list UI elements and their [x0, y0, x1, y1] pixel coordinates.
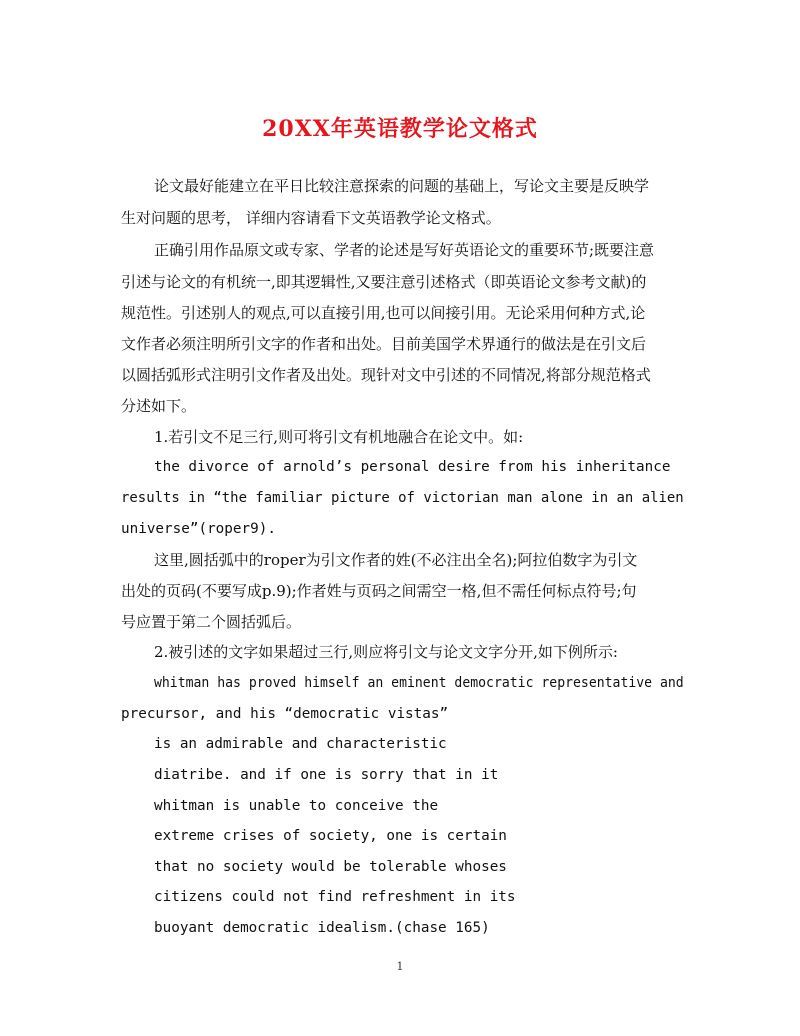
quote-line: results in “the familiar picture of victorian man alone in an alien: [121, 490, 684, 506]
paragraph-line: 以圆括弧形式注明引文作者及出处。现针对文中引述的不同情况,将部分规范格式: [121, 366, 651, 384]
paragraph-line: 正确引用作品原文或专家、学者的论述是写好英语论文的重要环节;既要注意: [154, 241, 655, 259]
block-quote-line: buoyant democratic idealism.(chase 165): [154, 920, 490, 936]
paragraph-line: 生对问题的思考， 详细内容请看下文英语教学论文格式。: [121, 209, 501, 227]
paragraph-line: 文作者必须注明所引文字的作者和出处。目前美国学术界通行的做法是在引文后: [121, 335, 647, 353]
quote-line: universe”(roper9).: [121, 521, 276, 537]
block-quote-line: citizens could not find refreshment in its: [154, 889, 516, 905]
paragraph-line: 这里,圆括弧中的roper为引文作者的姓(不必注出全名);阿拉伯数字为引文: [154, 551, 638, 569]
block-quote-line: extreme crises of society, one is certain: [154, 828, 507, 844]
paragraph-line: 引述与论文的有机统一,即其逻辑性,又要注意引述格式（即英语论文参考文献)的: [121, 273, 647, 291]
quote-line: precursor, and his “democratic vistas”: [121, 706, 449, 722]
paragraph-line: 1.若引文不足三行,则可将引文有机地融合在论文中。如:: [154, 428, 524, 446]
block-quote-line: is an admirable and characteristic: [154, 736, 447, 752]
document-title: 20XX年英语教学论文格式: [262, 116, 538, 142]
block-quote-line: whitman is unable to conceive the: [154, 798, 439, 814]
page-number: 1: [396, 960, 404, 973]
paragraph-line: 号应置于第二个圆括弧后。: [121, 613, 302, 631]
quote-line: the divorce of arnold’s personal desire from his inheritance: [154, 459, 671, 475]
quote-line: whitman has proved himself an eminent democratic representative and: [154, 675, 684, 691]
block-quote-line: diatribe. and if one is sorry that in it: [154, 767, 499, 783]
paragraph-line: 出处的页码(不要写成p.9);作者姓与页码之间需空一格,但不需任何标点符号;句: [121, 582, 637, 600]
paragraph-line: 论文最好能建立在平日比较注意探索的问题的基础上，写论文主要是反映学: [154, 177, 650, 195]
block-quote-line: that no society would be tolerable whoses: [154, 859, 507, 875]
paragraph-line: 规范性。引述别人的观点,可以直接引用,也可以间接引用。无论采用何种方式,论: [121, 304, 646, 322]
paragraph-line: 2.被引述的文字如果超过三行,则应将引文与论文文字分开,如下例所示:: [154, 643, 618, 661]
paragraph-line: 分述如下。: [121, 397, 197, 415]
